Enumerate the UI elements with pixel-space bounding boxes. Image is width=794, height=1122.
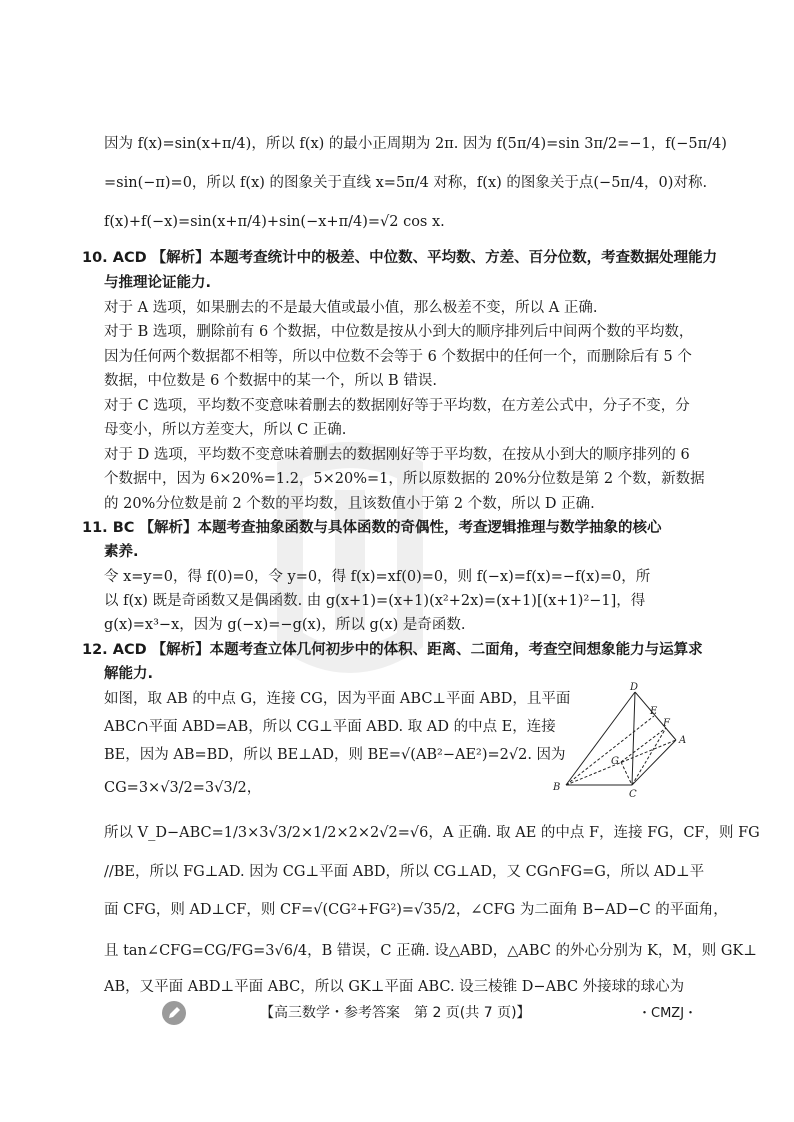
q10-b-1: 对于 B 选项，删除前有 6 个数据，中位数是按从小到大的顺序排列后中间两个数的平均数， [104, 324, 694, 340]
q12-6: //BE，所以 FG⊥AD. 因为 CG⊥平面 ABD，所以 CG⊥AD，又 CG∩FG=G，所以 AD⊥平 [104, 864, 705, 880]
q11-head: 11. BC 【解析】本题考查抽象函数与具体函数的奇偶性，考查逻辑推理与数学抽象的核心 [82, 520, 662, 536]
p9-line-2: =sin(−π)=0，所以 f(x) 的图象关于直线 x=5π/4 对称，f(x) 的图象关于点(−5π/4，0)对称. [104, 175, 708, 191]
q12-4: CG=3×√3/2=3√3/2， [104, 780, 262, 796]
q10-d-3: 的 20%分位数是前 2 个数的平均数，且该数值小于第 2 个数，所以 D 正确. [104, 496, 595, 512]
q11-1: 令 x=y=0，得 f(0)=0，令 y=0，得 f(x)=xf(0)=0，则 f(−x)=f(x)=−f(x)=0，所 [104, 569, 651, 585]
label-b: B [553, 782, 561, 793]
q10-c-2: 母变小，所以方差变大，所以 C 正确. [104, 422, 347, 438]
tetrahedron-figure [548, 682, 688, 800]
label-g: G [611, 756, 619, 767]
p9-line-1: 因为 f(x)=sin(x+π/4)，所以 f(x) 的最小正周期为 2π. 因为 f(5π/4)=sin 3π/2=−1，f(−5π/4) [104, 136, 727, 152]
q10-head: 10. ACD 【解析】本题考查统计中的极差、中位数、平均数、方差、百分位数，考查数据处理能力 [82, 250, 718, 266]
q10-d-2: 个数据中，因为 6×20%=1.2，5×20%=1，所以原数据的 20%分位数是第 2 个数，新数据 [104, 471, 705, 487]
q12-head: 12. ACD 【解析】本题考查立体几何初步中的体积、距离、二面角，考查空间想象能力与运算求 [82, 642, 703, 658]
q10-head-2: 与推理论证能力. [104, 275, 212, 291]
label-a: A [679, 735, 687, 746]
q10-c-1: 对于 C 选项，平均数不变意味着删去的数据刚好等于平均数，在方差公式中，分子不变，分 [104, 398, 690, 414]
label-d: D [630, 682, 639, 693]
pencil-icon [161, 1000, 187, 1026]
q12-3: BE，因为 AB=BD，所以 BE⊥AD，则 BE=√(AB²−AE²)=2√2. 因为 [104, 747, 566, 763]
q12-head-2: 解能力. [104, 666, 154, 682]
q12-5: 所以 V_D−ABC=1/3×3√3/2×1/2×2×2√2=√6，A 正确. 取 AE 的中点 F，连接 FG，CF，则 FG [104, 825, 760, 841]
label-e: E [650, 706, 658, 717]
q10-a: 对于 A 选项，如果删去的不是最大值或最小值，那么极差不变，所以 A 正确. [104, 300, 598, 316]
q10-d-1: 对于 D 选项，平均数不变意味着删去的数据刚好等于平均数，在按从小到大的顺序排列的 6 [104, 447, 690, 463]
q12-8: 且 tan∠CFG=CG/FG=3√6/4，B 错误，C 正确. 设△ABD，△ABC 的外心分别为 K，M，则 GK⊥ [104, 943, 757, 959]
q10-b-2: 因为任何两个数据都不相等，所以中位数不会等于 6 个数据中的任何一个，而删除后有 5 个 [104, 349, 692, 365]
p9-line-3: f(x)+f(−x)=sin(x+π/4)+sin(−x+π/4)=√2 cos x. [104, 214, 445, 230]
q11-2: 以 f(x) 既是奇函数又是偶函数. 由 g(x+1)=(x+1)(x²+2x)=(x+1)[(x+1)²−1]，得 [104, 593, 646, 609]
q12-9: AB，又平面 ABD⊥平面 ABC，所以 GK⊥平面 ABC. 设三棱锥 D−ABC 外接球的球心为 [104, 979, 685, 995]
q10-b-3: 数据，中位数是 6 个数据中的某一个，所以 B 错误. [104, 373, 437, 389]
q12-1: 如图，取 AB 的中点 G，连接 CG，因为平面 ABC⊥平面 ABD，且平面 [104, 691, 571, 707]
label-f: F [663, 718, 670, 729]
q12-2: ABC∩平面 ABD=AB，所以 CG⊥平面 ABD. 取 AD 的中点 E，连接 [104, 719, 556, 735]
q11-head-2: 素养. [104, 544, 139, 560]
label-c: C [629, 789, 637, 800]
footer-code: ・CMZJ・ [638, 1006, 698, 1021]
q11-3: g(x)=x³−x，因为 g(−x)=−g(x)，所以 g(x) 是奇函数. [104, 617, 466, 633]
footer-page-info: 【高三数学・参考答案 第 2 页(共 7 页)】 [260, 1005, 531, 1021]
q12-7: 面 CFG，则 AD⊥CF，则 CF=√(CG²+FG²)=√35/2，∠CFG 为二面角 B−AD−C 的平面角， [104, 902, 728, 918]
